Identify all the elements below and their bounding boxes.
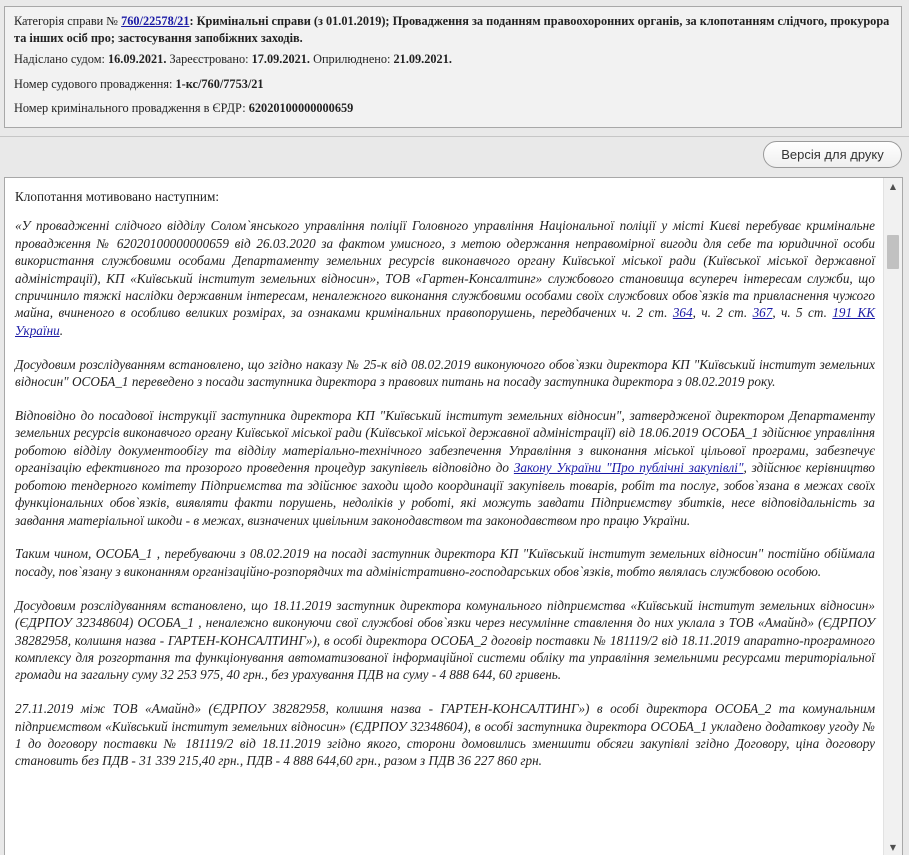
dates-row xyxy=(14,51,892,68)
case-category-row xyxy=(14,13,892,47)
paragraph-3-text-b: , здійснює керівництво роботою тендерного комітету Підприємства та здійснює заходи щодо координації закупівель товарів, робіт та послуг, зобов`язана в межах своїх функціональних обов`язків, виявляти факти порушень, недоліків у роботі, які можуть завдати Підприємству збитків, несе відповідальність за завдання матеріальної шкоди - в межах, визначених цивільним законодавством та законодавством про працю України. xyxy=(15,460,875,528)
paragraph-1-text: «У провадженні слідчого відділу Солом`янського управління поліції Головного управління Національної поліції у місті Києві перебуває кримінальне провадження № 62020100000000659 від 26.03.2020 за фактом умисного, з метою одержання неправомірної вигоди для себе та юридичної особи використання службовими особами Департаменту земельних ресурсів виконавчого органу Київської міської ради (Київської міської державної адміністрації), КП «Київський інститут земельних відносин», ТОВ «Гартен-Консалтинг» службового становища всупереч інтересам служби, що спричинило тяжкі наслідки державним інтересам, неналежного виконання службовими особами своїх службових обов`язків та привласнення чужого майна, вчиненого в особливо великих розмірах, за ознаками кримінальних правопорушень, передбачених ч. 2 ст. xyxy=(15,218,875,321)
document-viewer[interactable] xyxy=(4,177,903,855)
sent-date: 16.09.2021. xyxy=(107,52,167,66)
category-label: Категорія справи № xyxy=(14,14,119,28)
paragraph-1-text-d: . xyxy=(59,322,63,338)
category-text: : Кримінальні справи (з 01.01.2019); Провадження за поданням правоохоронних органів, за клопотанням слідчого, прокурора та інших осіб про; застосування запобіжних заходів. xyxy=(14,14,890,45)
scroll-down-arrow-icon[interactable]: ▼ xyxy=(889,843,897,852)
paragraph-6: 27.11.2019 між ТОВ «Амайнд» (ЄДРПОУ 38282958, колишня назва - ГАРТЕН-КОНСАЛТИНГ») в особі директора ОСОБА_2 та комунальним підприємством «Київський інститут земельних відносин» (ЄДРПОУ 32348604), в особі заступника директора ОСОБА_1 укладено додаткову угоду № 1 до договору поставки № 181119/2 від 18.11.2019 згідно якого, сторони домовились зменшити обсяги закупівлі згідно Договору, ціна договору становить без ПДВ - 31 339 215,40 грн., ПДВ - 4 888 644,60 грн., разом з ПДВ 36 227 860 грн. xyxy=(15,701,875,769)
case-number-link[interactable]: 760/22578/21 xyxy=(121,14,190,28)
law-link-191[interactable]: 191 КК України xyxy=(15,305,876,338)
paragraph-3-text: Відповідно до посадової інструкції заступника директора КП "Київський інститут земельних відносин", затвердженої директором Департаменту земельних ресурсів виконавчого органу Київської міської ради (Київської міської державної адміністрації) від 18.06.2019 ОСОБА_1 здійснює управління роботою відділу документообігу та відділу матеріально-технічного забезпечення Управління з виконання міської цільової програми, забезпечує організацію ефективного та прозорого проведення процедур закупівель відповідно до xyxy=(15,408,875,476)
registered-label: Зареєстровано: xyxy=(169,52,249,66)
criminal-proceeding-label: Номер кримінального провадження в ЄРДР: xyxy=(14,101,246,115)
case-info-panel xyxy=(4,6,902,128)
criminal-proceeding-row xyxy=(14,100,892,117)
document-intro: Клопотання мотивовано наступним: xyxy=(15,189,219,204)
document-text xyxy=(15,188,875,786)
vertical-scrollbar[interactable] xyxy=(883,178,902,855)
sent-label: Надіслано судом: xyxy=(14,52,105,66)
published-date: 21.09.2021. xyxy=(393,52,452,66)
procurement-law-link[interactable]: Закону України "Про публічні закупівлі" xyxy=(513,460,744,476)
published-label: Оприлюднено: xyxy=(313,52,391,66)
paragraph-1 xyxy=(15,217,875,339)
paragraph-1-text-c: , ч. 5 ст. xyxy=(772,305,827,321)
divider xyxy=(0,136,909,137)
paragraph-3 xyxy=(15,407,875,529)
scroll-up-arrow-icon[interactable]: ▲ xyxy=(889,182,897,191)
paragraph-2: Досудовим розслідуванням встановлено, що згідно наказу № 25-к від 08.02.2019 виконуючого обов`язки директора КП "Київський інститут земельних відносин" ОСОБА_1 переведено з посади заступника директора з правових питань на посаду заступника директора з 08.02.2019 року. xyxy=(15,356,875,390)
court-proceeding-number: 1-кс/760/7753/21 xyxy=(175,77,264,91)
criminal-proceeding-number: 62020100000000659 xyxy=(248,101,354,115)
paragraph-4: Таким чином, ОСОБА_1 , перебуваючи з 08.02.2019 на посаді заступник директора КП "Київський інститут земельних відносин" постійно обіймала посаду, пов`язану з виконанням організаційно-розпорядчих та адміністративно-господарських обов`язків, тобто являлась службовою особою. xyxy=(15,546,875,579)
court-proceeding-label: Номер судового провадження: xyxy=(14,77,173,91)
law-link-367[interactable]: 367 xyxy=(752,305,773,321)
paragraph-1-text-b: , ч. 2 ст. xyxy=(692,305,748,321)
print-version-button[interactable]: Версія для друку xyxy=(763,141,902,168)
law-link-364[interactable]: 364 xyxy=(672,305,693,321)
scroll-thumb[interactable] xyxy=(887,235,899,269)
court-proceeding-row xyxy=(14,76,892,93)
paragraph-5: Досудовим розслідуванням встановлено, що 18.11.2019 заступник директора комунального підприємства «Київський інститут земельних відносин» (ЄДРПОУ 32348604) ОСОБА_1 , неналежно виконуючи свої службові обов`язки через несумлінне ставлення до них уклала з ТОВ «Амайнд» (ЄДРПОУ 38282958, колишня назва - ГАРТЕН-КОНСАЛТИНГ»), в особі директора ОСОБА_2 договір поставки № 181119/2 від 18.11.2019 апаратно-програмного комплексу для розгортання та функціонування автоматизованої інформаційної системи обліку та управління земельними ресурсами територіальної громади на загальну суму 32 253 975, 40 грн., без урахування ПДВ на суму - 4 888 644, 60 гривень. xyxy=(15,597,875,683)
registered-date: 17.09.2021. xyxy=(251,52,311,66)
